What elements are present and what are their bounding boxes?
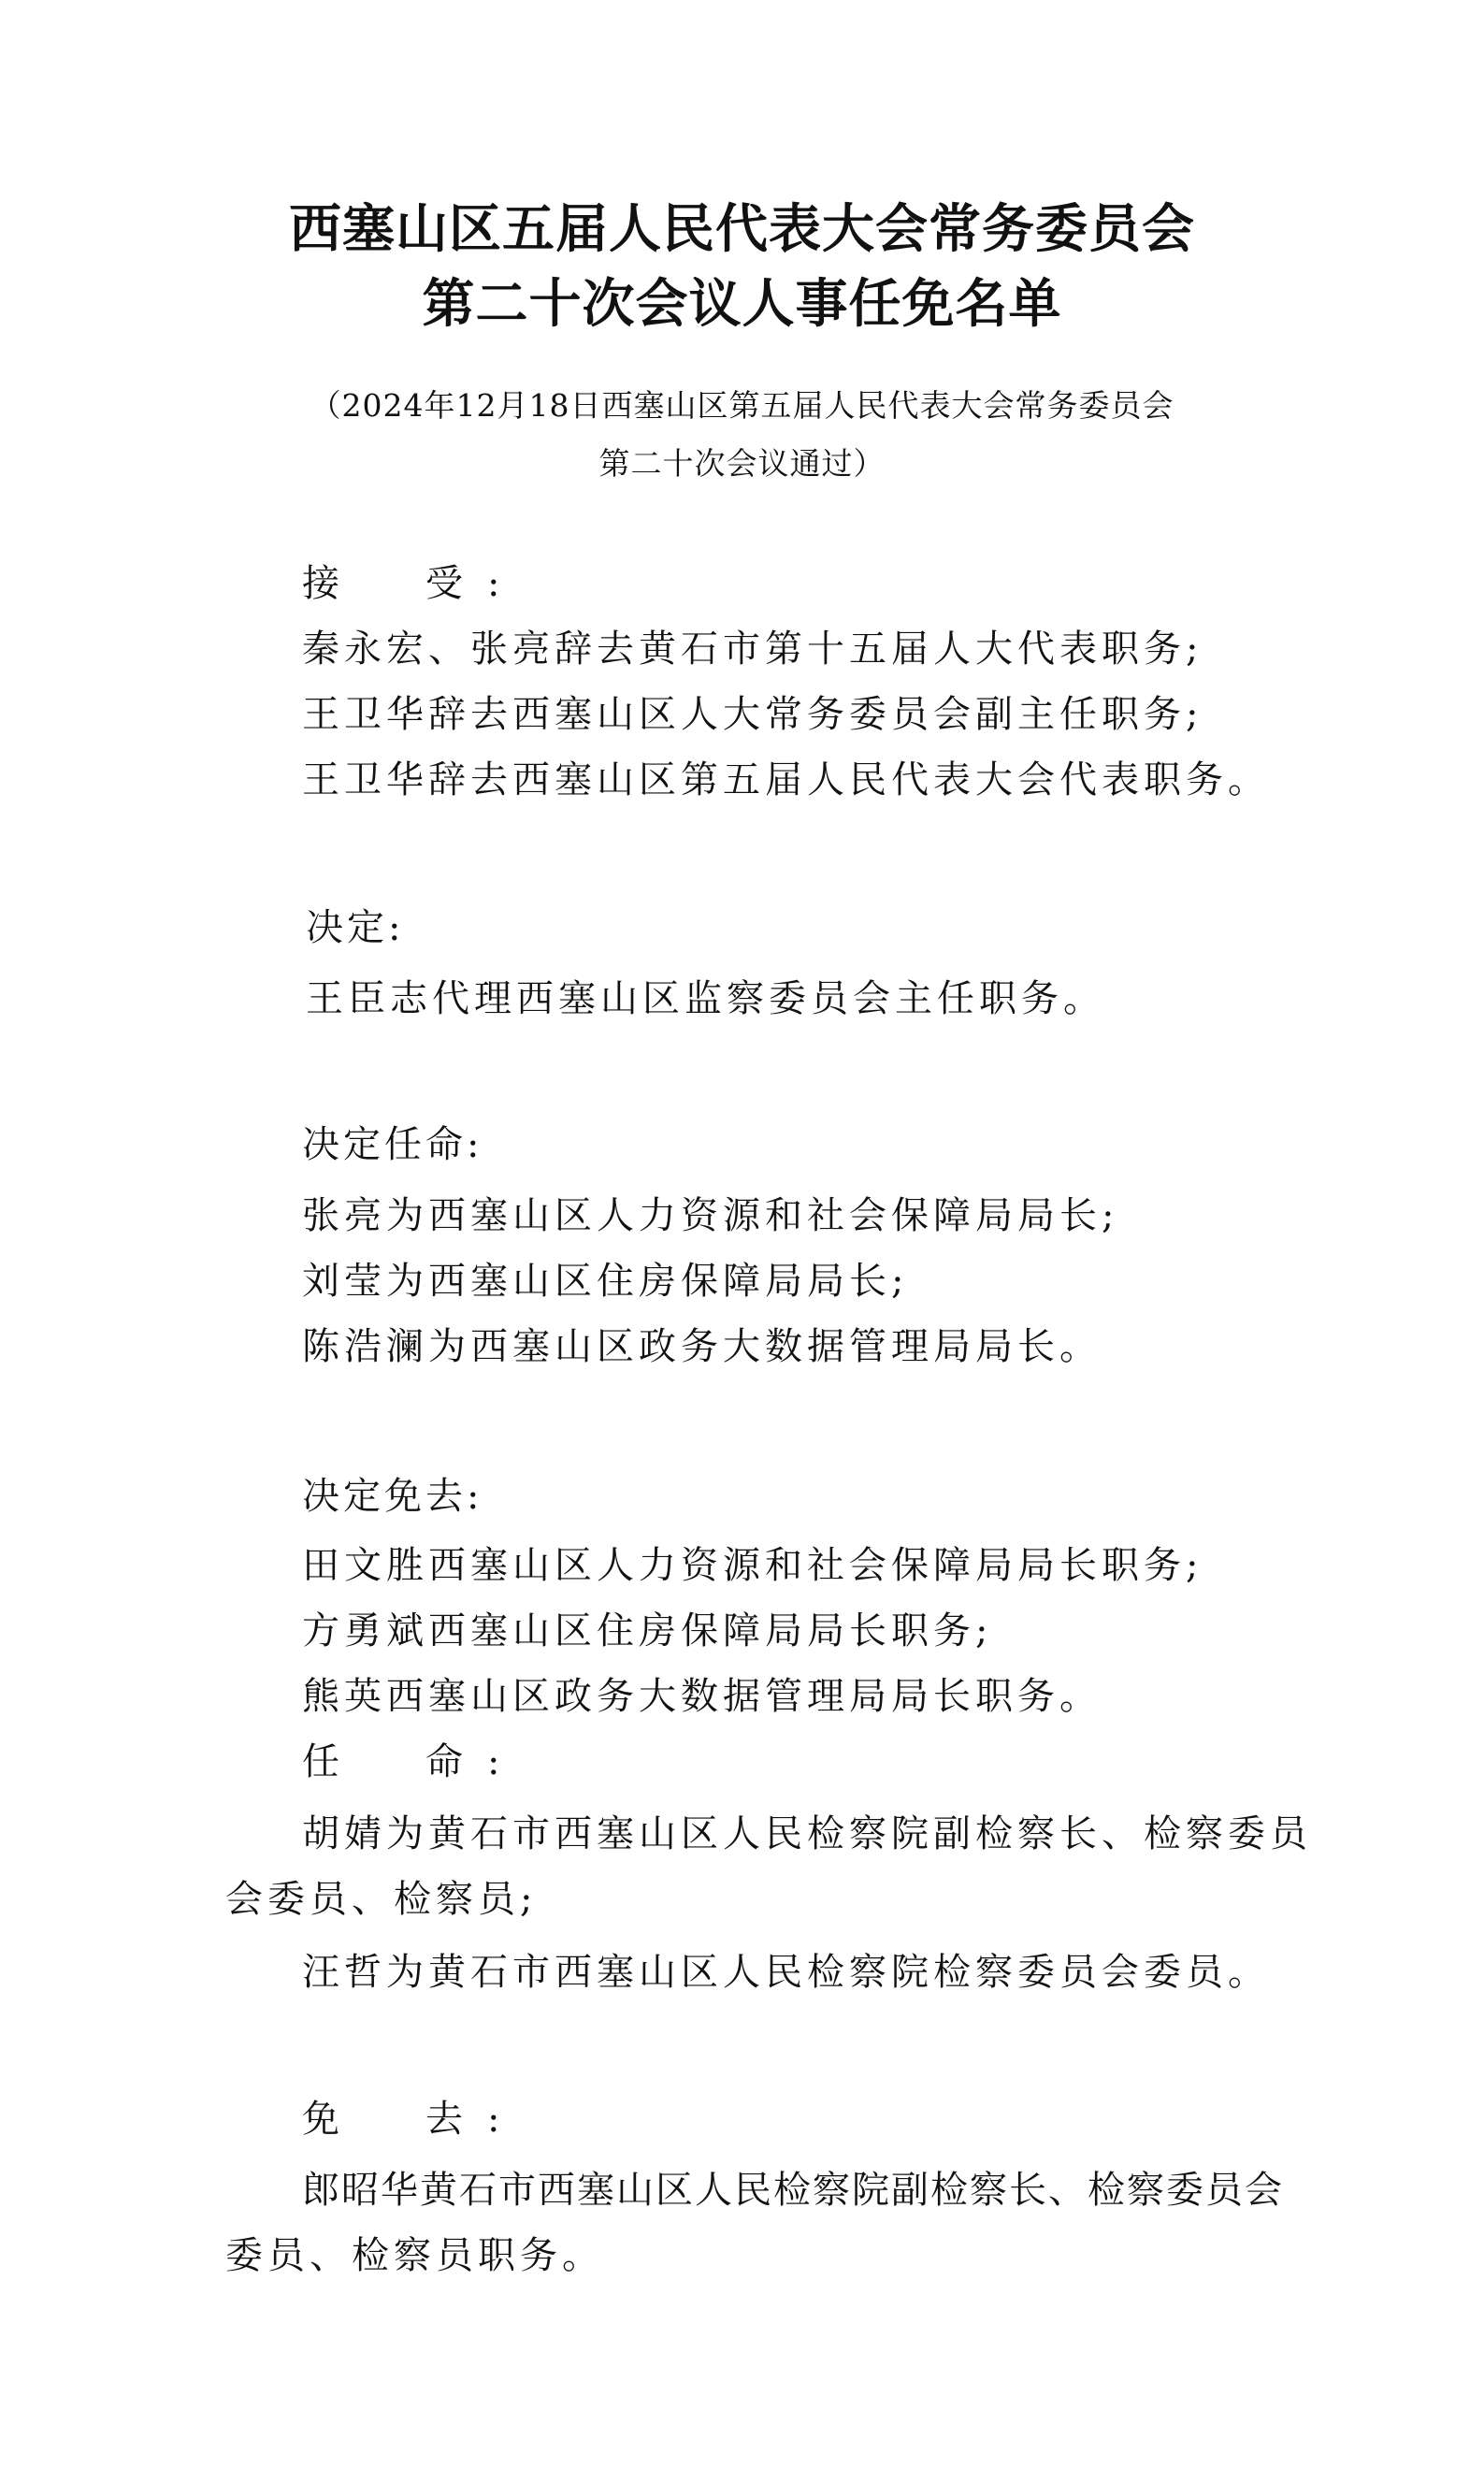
document-subtitle-line-2: 第二十次会议通过） [598,445,886,482]
appoint-item: 胡婧为黄石市西塞山区人民检察院副检察长、检察委员 [302,1812,1312,1855]
decide-remove-item: 熊英西塞山区政务大数据管理局局长职务。 [302,1675,1102,1718]
accept-item: 王卫华辞去西塞山区人大常务委员会副主任职务; [302,693,1203,736]
document-title-line-1: 西塞山区五届人民代表大会常务委员会 [289,198,1195,260]
section-heading-accept: 接 受: [302,562,525,605]
decide-remove-item: 方勇斌西塞山区住房保障局局长职务; [302,1609,993,1652]
appoint-item-continued: 会委员、检察员; [225,1878,538,1921]
decide-appoint-item: 张亮为西塞山区人力资源和社会保障局局长; [302,1194,1119,1237]
decide-remove-item: 田文胜西塞山区人力资源和社会保障局局长职务; [302,1544,1203,1587]
document-title-line-2: 第二十次会议人事任免名单 [422,273,1062,335]
section-heading-remove: 免 去: [302,2098,525,2141]
section-heading-appoint: 任 命: [302,1740,525,1783]
accept-item: 秦永宏、张亮辞去黄石市第十五届人大代表职务; [302,628,1203,671]
accept-item: 王卫华辞去西塞山区第五届人民代表大会代表职务。 [302,758,1270,801]
decide-appoint-item: 刘莹为西塞山区住房保障局局长; [302,1260,909,1303]
decide-appoint-item: 陈浩澜为西塞山区政务大数据管理局局长。 [302,1325,1102,1368]
section-heading-decide-remove: 决定免去: [302,1475,483,1518]
section-heading-decide: 决定: [306,906,405,949]
remove-item: 郎昭华黄石市西塞山区人民检察院副检察长、检察委员会 [302,2169,1284,2212]
decide-item: 王臣志代理西塞山区监察委员会主任职务。 [306,977,1105,1020]
appoint-item: 汪哲为黄石市西塞山区人民检察院检察委员会委员。 [302,1951,1270,1994]
section-heading-decide-appoint: 决定任命: [302,1123,483,1166]
remove-item-continued: 委员、检察员职务。 [225,2234,604,2277]
document-subtitle-line-1: （2024年12月18日西塞山区第五届人民代表大会常务委员会 [310,387,1174,424]
